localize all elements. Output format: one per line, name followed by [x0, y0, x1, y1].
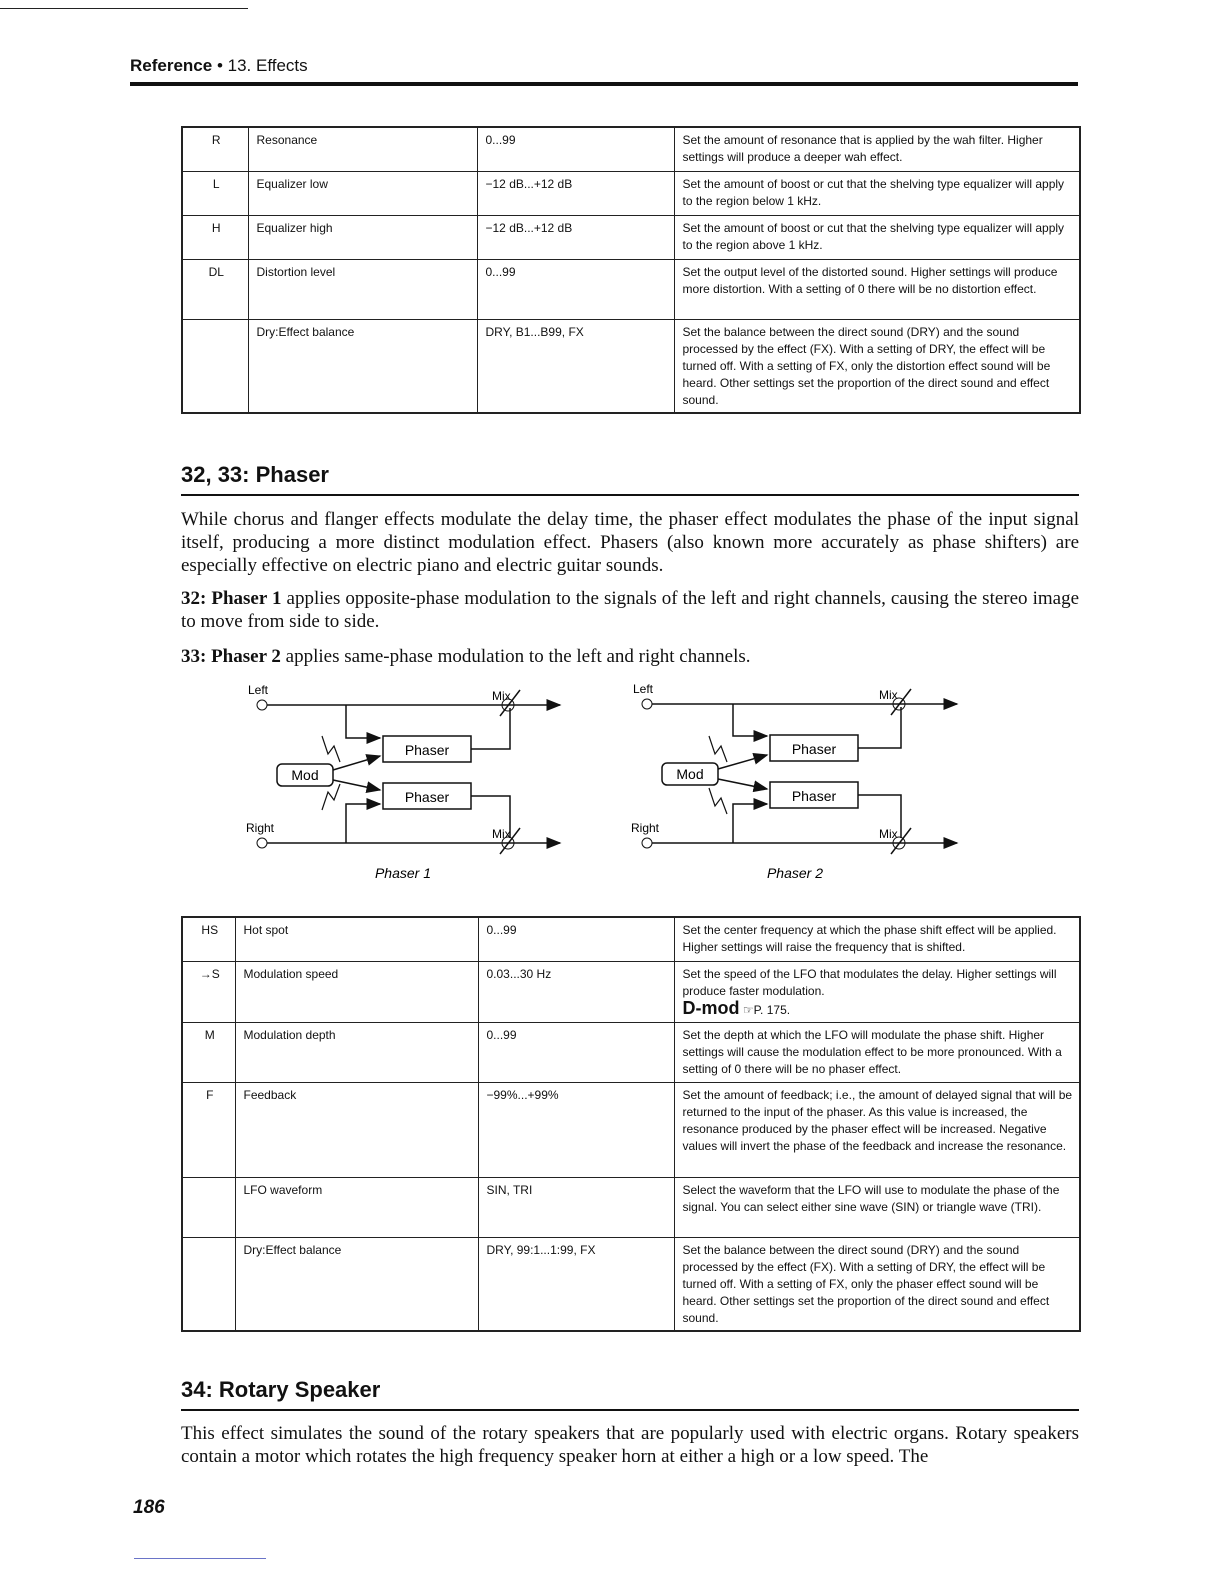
right-tap-line — [733, 804, 767, 843]
phaser2-label: 33: Phaser 2 — [181, 646, 281, 667]
param-range: SIN, TRI — [478, 1177, 674, 1237]
phaser-heading: 32, 33: Phaser — [181, 462, 1079, 496]
param-range: −99%...+99% — [478, 1082, 674, 1177]
param-desc: Set the speed of the LFO that modulates the delay. Higher settings will produce faster modulation. — [682, 966, 1057, 998]
mod-block-label: Mod — [291, 767, 319, 783]
phaser1-caption: Phaser 1 — [374, 865, 432, 881]
left-input-jack — [257, 700, 267, 710]
param-range: 0.03...30 Hz — [478, 961, 674, 1022]
param-range: 0...99 — [478, 1022, 674, 1082]
phaser-intro: While chorus and flanger effects modulate the delay time, the phaser effect modulates the phase of the input signal itself, producing a more distinct modulation effect. Phasers (also known more accurately as phase shifters) are especially effective on electric piano and electric guitar sounds. — [181, 509, 1079, 576]
param-name: Dry:Effect balance — [235, 1237, 478, 1331]
param-range: 0...99 — [478, 917, 674, 961]
d-mod-icon: D-mod — [682, 997, 740, 1018]
param-range: 0...99 — [477, 259, 674, 319]
param-abbr: →S — [182, 961, 235, 1022]
param-desc: Set the depth at which the LFO will modulate the phase shift. Higher settings will cause the modulation effect to be more pronounced. With a setting of 0 there will be no phaser effect. — [674, 1022, 1080, 1082]
wave-icon — [322, 784, 340, 810]
param-name: Distortion level — [248, 259, 477, 319]
phaser1-label: 32: Phaser 1 — [181, 588, 282, 609]
phaser-param-table — [181, 916, 1081, 1332]
table-row — [182, 171, 1080, 215]
param-desc: Set the balance between the direct sound (DRY) and the sound processed by the effect (FX). With a setting of DRY, the effect will be turned off. With a setting of FX, only the phaser effect sound will be heard. Other settings set the proportion of the direct sound and effect sound. — [674, 1237, 1080, 1331]
wave-icon — [322, 736, 340, 762]
phaser2-diagram — [625, 678, 985, 888]
left-tap-line — [346, 705, 380, 738]
mod-arrow-top — [333, 756, 380, 770]
param-desc: Set the output level of the distorted sound. Higher settings will produce more distortion. With a setting of 0 there will be no distortion effect. — [674, 259, 1080, 319]
right-input-jack — [642, 838, 652, 848]
param-desc: Select the waveform that the LFO will use to modulate the phase of the signal. You can select either sine wave (SIN) or triangle wave (TRI). — [674, 1177, 1080, 1237]
table-row — [182, 127, 1080, 171]
header-bullet: • — [216, 56, 223, 75]
right-input-label: Right — [631, 821, 660, 835]
param-name: Feedback — [235, 1082, 478, 1177]
left-input-label: Left — [248, 683, 269, 697]
param-name: LFO waveform — [235, 1177, 478, 1237]
param-desc: Set the balance between the direct sound (DRY) and the sound processed by the effect (FX). With a setting of DRY, the effect will be turned off. With a setting of FX, only the distortion effect sound will be heard. Other settings set the proportion of the direct sound and effect sound. — [674, 319, 1080, 413]
param-abbr — [182, 1237, 235, 1331]
param-desc: Set the amount of resonance that is applied by the wah filter. Higher settings will produce a deeper wah effect. — [674, 127, 1080, 171]
param-desc: Set the center frequency at which the phase shift effect will be applied. Higher settings will raise the frequency that is shifted. — [674, 917, 1080, 961]
param-name: Modulation speed — [235, 961, 478, 1022]
bottom-rule — [134, 1558, 266, 1559]
param-desc: Set the amount of boost or cut that the shelving type equalizer will apply to the region below 1 kHz. — [674, 171, 1080, 215]
param-desc: Set the amount of feedback; i.e., the amount of delayed signal that will be returned to the input of the phaser. As this value is increased, the resonance produced by the phaser effect will be increased. Negative values will invert the phase of the feedback and increase the resonance. — [674, 1082, 1080, 1177]
right-mix-label: Mix — [879, 827, 898, 841]
page-header — [130, 54, 1078, 86]
left-mix-label: Mix — [879, 688, 898, 702]
param-name: Equalizer low — [248, 171, 477, 215]
param-range: −12 dB...+12 dB — [477, 171, 674, 215]
param-abbr: F — [182, 1082, 235, 1177]
left-mix-label: Mix — [492, 689, 511, 703]
phaser2-paragraph — [181, 645, 1079, 668]
left-input-jack — [642, 699, 652, 709]
table-row — [182, 319, 1080, 413]
rotary-heading: 34: Rotary Speaker — [181, 1377, 1079, 1411]
param-abbr: H — [182, 215, 248, 259]
phaser-block-top-label: Phaser — [791, 741, 837, 757]
param-abbr: L — [182, 171, 248, 215]
mod-arrow-bottom — [718, 779, 767, 789]
param-desc-cell — [674, 961, 1080, 1022]
page-reference — [682, 997, 1074, 1019]
table-row — [182, 1177, 1080, 1237]
table-row — [182, 917, 1080, 961]
phaser1-text: applies opposite-phase modulation to the signals of the left and right channels, causing the stereo image to move from side to side. — [181, 588, 1080, 632]
right-input-jack — [257, 838, 267, 848]
param-abbr: R — [182, 127, 248, 171]
param-name: Modulation depth — [235, 1022, 478, 1082]
table-row — [182, 1082, 1080, 1177]
param-name: Hot spot — [235, 917, 478, 961]
param-abbr: HS — [182, 917, 235, 961]
param-name: Dry:Effect balance — [248, 319, 477, 413]
table-row — [182, 961, 1080, 1022]
phaser2-text: applies same-phase modulation to the left and right channels. — [280, 646, 751, 667]
table-row — [182, 215, 1080, 259]
phaser2-caption: Phaser 2 — [766, 865, 824, 881]
param-abbr — [182, 1177, 235, 1237]
left-input-label: Left — [633, 682, 654, 696]
table-row — [182, 1237, 1080, 1331]
param-abbr: M — [182, 1022, 235, 1082]
table-row — [182, 1022, 1080, 1082]
phaser1-diagram — [240, 678, 600, 888]
param-abbr: DL — [182, 259, 248, 319]
left-tap-line — [733, 704, 767, 736]
phaser-top-return — [858, 707, 901, 748]
phaser1-paragraph — [181, 587, 1079, 633]
phaser-top-return — [471, 708, 510, 749]
wave-icon — [709, 736, 727, 762]
mod-block-label: Mod — [676, 766, 704, 782]
page-ref-text: ☞P. 175. — [742, 1002, 791, 1017]
param-range: 0...99 — [477, 127, 674, 171]
param-range: DRY, B1...B99, FX — [477, 319, 674, 413]
param-abbr — [182, 319, 248, 413]
phaser-block-top-label: Phaser — [404, 742, 450, 758]
phaser-block-bottom-label: Phaser — [791, 788, 837, 804]
header-section: Reference — [130, 56, 213, 75]
param-range: DRY, 99:1...1:99, FX — [478, 1237, 674, 1331]
header-chapter: 13. Effects — [227, 56, 308, 75]
param-range: −12 dB...+12 dB — [477, 215, 674, 259]
right-tap-line — [346, 804, 380, 843]
wave-icon — [709, 788, 727, 814]
distortion-param-table — [181, 126, 1081, 414]
page-number: 186 — [133, 1497, 165, 1518]
rotary-intro: This effect simulates the sound of the rotary speakers that are popularly used with electric organs. Rotary speakers contain a motor which rotates the high frequency speaker horn at either a high or a low speed. The — [181, 1423, 1079, 1467]
param-desc: Set the amount of boost or cut that the shelving type equalizer will apply to the region above 1 kHz. — [674, 215, 1080, 259]
param-name: Resonance — [248, 127, 477, 171]
top-rule — [0, 8, 248, 9]
table-row — [182, 259, 1080, 319]
right-input-label: Right — [246, 821, 275, 835]
phaser-block-bottom-label: Phaser — [404, 789, 450, 805]
right-mix-label: Mix — [492, 827, 511, 841]
param-name: Equalizer high — [248, 215, 477, 259]
